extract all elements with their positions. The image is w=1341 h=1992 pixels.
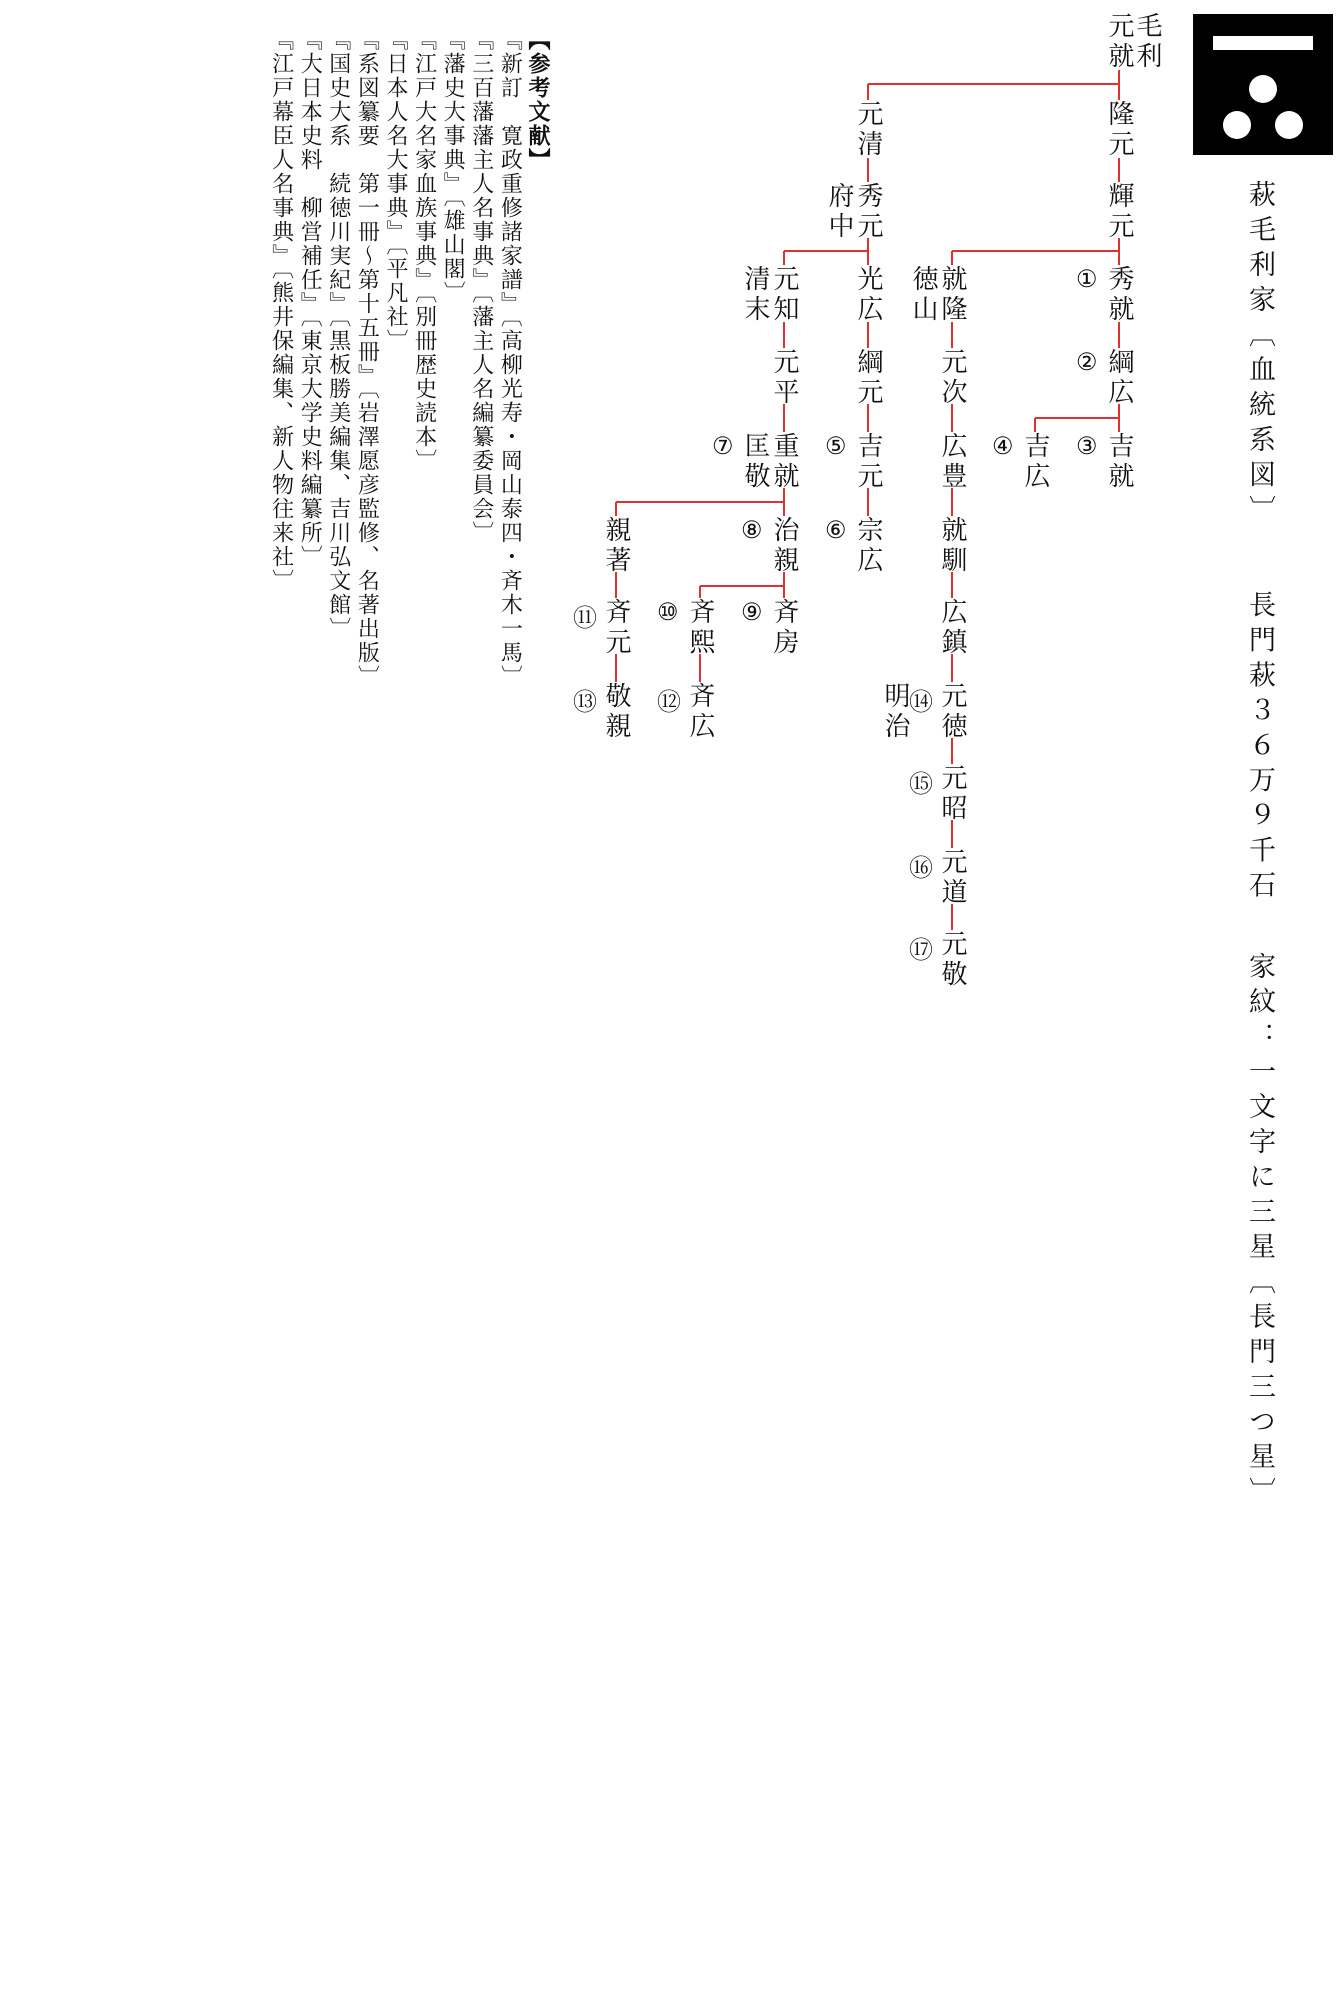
node-num-yoshihiro: ④ (992, 432, 1014, 460)
reference-item: 『国史大系 続徳川実紀』〔黒板勝美編集、吉川弘文館〕 (325, 28, 351, 641)
node-mitsuhiro: 光広 (853, 265, 883, 325)
node-hiroshige: 広鎮 (937, 598, 967, 658)
node-motonari: 元就 (1104, 12, 1134, 72)
node-shigetaka: 重就 (769, 432, 799, 492)
node-num-harutaka: ⑧ (741, 516, 763, 544)
node-narihiro-a: 斉熙 (685, 598, 715, 658)
node-prefix-mori: 毛利 (1132, 12, 1162, 72)
node-mototomo: 元知 (769, 265, 799, 325)
node-munehiro: 宗広 (853, 516, 883, 576)
node-num-motoyoshi: ⑰ (909, 936, 933, 964)
title-crest-label: 家紋：一文字に三星〔長門三つ星〕 (1244, 952, 1275, 1513)
node-narimoto: 斉元 (601, 598, 631, 658)
reference-item: 『江戸幕臣人名事典』〔熊井保編集、新人物往来社〕 (268, 28, 294, 593)
node-note-meiji: 明治 (880, 682, 910, 742)
node-motoakira: 元昭 (937, 764, 967, 824)
node-takamoto: 隆元 (1104, 100, 1134, 160)
node-naritaka: 就隆 (937, 265, 967, 325)
node-motonori: 元徳 (937, 682, 967, 742)
reference-item: 『大日本史料 柳営補任』〔東京大学史料編纂所〕 (297, 28, 323, 569)
node-motomichi: 元道 (937, 848, 967, 908)
reference-item: 『三百藩藩主人名事典』〔藩主人名編纂委員会〕 (468, 28, 494, 545)
node-num-narifusa: ⑨ (741, 598, 763, 626)
references (266, 28, 552, 689)
reference-item: 『江戸大名家血族事典』〔別冊歴史読本〕 (411, 28, 437, 473)
node-note-masataka: 匡敬 (740, 432, 770, 492)
node-narinori: 就馴 (937, 516, 967, 576)
node-yoshihiro: 吉広 (1020, 432, 1050, 492)
node-num-tsunahiro: ② (1076, 348, 1098, 376)
node-mototsugu: 元次 (937, 348, 967, 408)
node-hidenari: 秀就 (1104, 265, 1134, 325)
node-motokiyo: 元清 (853, 100, 883, 160)
node-note-fuchu: 府中 (824, 182, 854, 242)
node-note-kiyosue: 清末 (740, 265, 770, 325)
node-hirotoyo: 広豊 (937, 432, 967, 492)
node-num-motomichi: ⑯ (909, 854, 933, 882)
node-num-narihiro-b: ⑫ (657, 688, 681, 716)
node-num-shigetaka: ⑦ (712, 432, 734, 460)
reference-item: 『新訂 寛政重修諸家譜』〔高柳光寿・岡山泰四・斉木一馬〕 (497, 28, 523, 689)
node-motoyoshi: 元敬 (937, 930, 967, 990)
title-domain: 長門萩３６万９千石 (1244, 590, 1275, 906)
node-num-yoshimoto: ⑤ (825, 432, 847, 460)
node-takachika: 敬親 (601, 682, 631, 742)
node-num-hidenari: ① (1076, 265, 1098, 293)
node-num-yoshinari: ③ (1076, 432, 1098, 460)
node-num-takachika: ⑬ (573, 688, 597, 716)
node-yoshinari: 吉就 (1104, 432, 1134, 492)
node-note-tokuyama: 徳山 (908, 265, 938, 325)
node-num-narihiro-a: ⑩ (657, 598, 679, 626)
node-narihiro-b: 斉広 (685, 682, 715, 742)
title-family: 萩毛利家 (1244, 180, 1275, 320)
node-num-narimoto: ⑪ (573, 604, 597, 632)
reference-item: 『系図纂要 第一冊～第十五冊』〔岩澤愿彦監修、名著出版〕 (354, 28, 380, 689)
node-hidemoto: 秀元 (853, 182, 883, 242)
node-num-motonori: ⑭ (909, 688, 933, 716)
references-heading: 【参考文献】 (524, 28, 551, 172)
node-num-munehiro: ⑥ (825, 516, 847, 544)
node-chikaaki: 親著 (601, 516, 631, 576)
node-motohira: 元平 (769, 348, 799, 408)
node-tsunahiro: 綱広 (1104, 348, 1134, 408)
node-tsunamoto: 綱元 (853, 348, 883, 408)
title-subtitle: 〔血統系図〕 (1244, 320, 1275, 530)
reference-item: 『日本人名大事典』〔平凡社〕 (382, 28, 408, 353)
node-narifusa: 斉房 (769, 598, 799, 658)
node-num-motoakira: ⑮ (909, 770, 933, 798)
reference-item: 『藩史大事典』〔雄山閣〕 (440, 28, 466, 305)
node-harutaka: 治親 (769, 516, 799, 576)
node-terumoto: 輝元 (1104, 182, 1134, 242)
node-yoshimoto: 吉元 (853, 432, 883, 492)
